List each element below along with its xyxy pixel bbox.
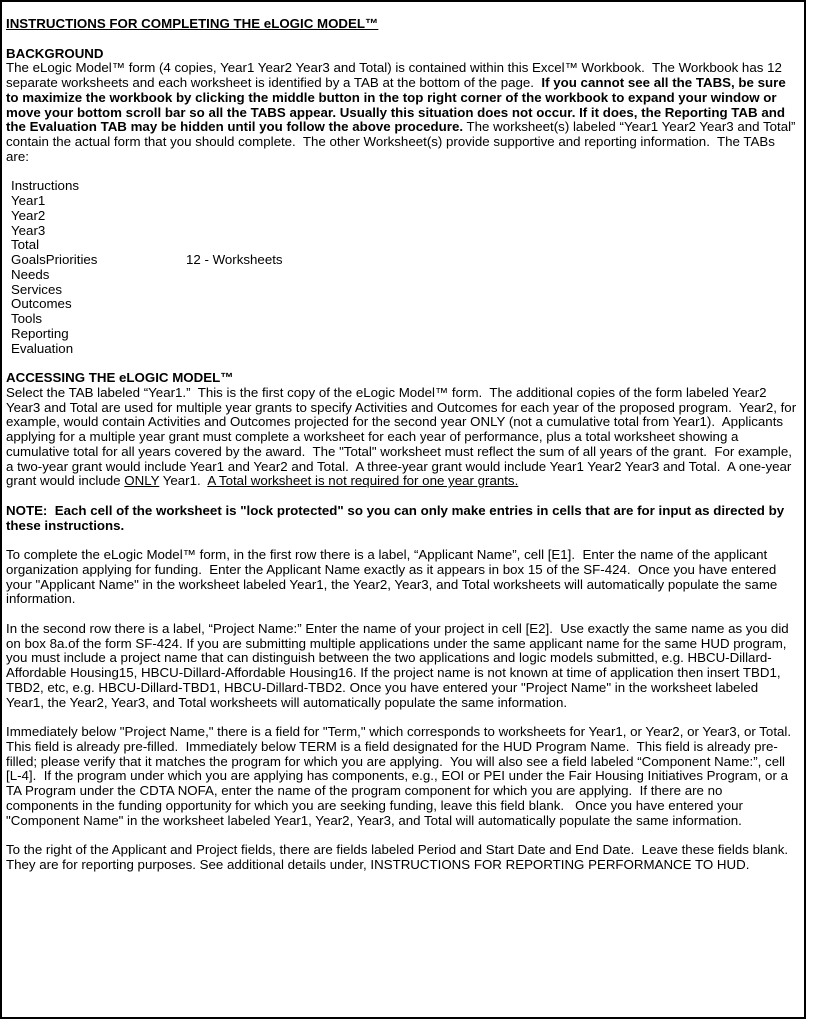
accessing-text-2: Year1. <box>159 473 208 489</box>
note-paragraph: NOTE: Each cell of the worksheet is "lock protected" so you can only make entries in cells that are for input as directed by these instructions. <box>6 502 788 533</box>
project-name-paragraph: In the second row there is a label, “Project Name:” Enter the name of your project in cell [E2]. Use exactly the same name as you did on box 8a.of the form SF-424. If you are submitting multiple applications under the same applicant name for the same HUD program, you must include a project name that can distinguish between the two applications and logic models submitted, e.g. HBCU-Dillard-Affordable Housing15, HBCU-Dillard-Affordable Housing16. If the project name is not known at time of application then insert TBD1, TBD2, etc, e.g. HBCU-Dillard-TBD1, HBCU-Dillard-TBD2. Once you have entered your "Project Name" in the worksheet labeled Year1, the Year2, Year3, and Total worksheets will automatically populate the same information. <box>6 620 793 710</box>
tab-list-item-evaluation: Evaluation <box>11 340 74 356</box>
worksheets-count-note: 12 - Worksheets <box>186 252 283 267</box>
accessing-total-rule-underlined: A Total worksheet is not required for one year grants. <box>207 473 519 489</box>
accessing-text-1: Select the TAB labeled “Year1.” This is the first copy of the eLogic Model™ form. The additional copies of the form labeled Year2 Year3 and Total are used for multiple year grants to specify Activities and Outcomes for each year of the proposed program. Year2, for example, would contain Activities and Outcomes projected for the second year ONLY (not a cumulative total from Year1). Applicants applying for a multiple year grant must complete a worksheet for each year of performance, plus a total worksheet showing a cumulative total for all years covered by the award. The "Total" worksheet must reflect the sum of all years of the grant. For example, a two-year grant would include Year1 and Year2 and Total. A three-year grant would include Year1 Year2 Year3 and Total. A one-year grant would include <box>6 384 800 489</box>
tab-list-item-tools: Tools <box>11 311 43 326</box>
accessing-only-underlined: ONLY <box>124 473 160 489</box>
spacer <box>6 356 798 371</box>
tab-list-item-instructions: Instructions <box>11 178 79 194</box>
background-text-bold: If you cannot see all the TABS, be sure to maximize the workbook by clicking the middle button in the top right corner of the workbook to expand your window or move your bottom scroll bar so all the TABS appear. Usually this situation does not occur. If it does, the Reporting TAB and the Evaluation TAB may be hidden until you follow the above procedure. <box>6 75 790 135</box>
tab-list-item-services: Services <box>11 281 62 297</box>
applicant-name-paragraph: To complete the eLogic Model™ form, in the first row there is a label, “Applicant Name”, cell [E1]. Enter the name of the applicant organization applying for funding. Enter the Applicant Name exactly as it appears in box 15 of the SF-424. Once you have entered your "Applicant Name" in the worksheet labeled Year1, the Year2, Year3, and Total worksheets will automatically populate the same information. <box>6 547 781 607</box>
spacer <box>6 607 798 622</box>
tab-list-item-goalspriorities <box>6 253 798 268</box>
spacer <box>6 489 798 504</box>
background-text-2: The worksheet(s) labeled “Year1 Year2 Year3 and Total” contain the actual form that you should complete. The other Worksheet(s) provide supportive and reporting information. The TABs are: <box>6 119 800 164</box>
tab-list-item-year3: Year3 <box>11 222 46 238</box>
tab-list-item-total: Total <box>11 237 40 253</box>
background-heading: BACKGROUND <box>6 45 104 61</box>
background-text-1: The eLogic Model™ form (4 copies, Year1 Year2 Year3 and Total) is contained within this Excel™ Workbook. The Workbook has 12 separate worksheets and each worksheet is identified by a TAB at the bottom of the page. <box>6 60 786 90</box>
term-component-paragraph: Immediately below "Project Name," there is a field for "Term," which corresponds to worksheets for Year1, or Year2, or Year3, or Total. This field is already pre-filled. Immediately below TERM is a field designated for the HUD Program Name. This field is already pre-filled; please verify that it matches the program for which you are applying. You will also see a field labeled “Component Name:”, cell [L-4]. If the program under which you are applying has components, e.g., EOI or PEI under the Fair Housing Initiatives Program, or a TA Program under the CDTA NOFA, enter the name of the program component for which you are applying. If there are no components in the funding opportunity for which you are seeking funding, leave this field blank. Once you have entered your "Component Name" in the worksheet labeled Year1, Year2, Year3, and Total will automatically populate the same information. <box>6 724 799 828</box>
page-title: INSTRUCTIONS FOR COMPLETING THE eLOGIC MODEL™ <box>6 16 379 31</box>
spacer <box>6 533 798 548</box>
accessing-heading: ACCESSING THE eLOGIC MODEL™ <box>6 370 234 385</box>
spacer <box>6 32 798 47</box>
background-paragraph <box>6 61 798 164</box>
tab-list-item-year2: Year2 <box>11 207 46 223</box>
period-dates-paragraph: To the right of the Applicant and Project fields, there are fields labeled Period and Start Date and End Date. Leave these fields blank. They are for reporting purposes. See additional details under, INSTRUCTIONS FOR REPORTING PERFORMANCE TO HUD. <box>6 842 796 872</box>
spacer <box>6 710 798 725</box>
spacer <box>6 165 798 180</box>
tab-list-item-label: GoalsPriorities <box>11 252 98 267</box>
tab-list-item-needs: Needs <box>11 266 50 282</box>
spacer <box>6 828 798 843</box>
tab-list-item-outcomes: Outcomes <box>11 296 72 312</box>
tab-list-item-year1: Year1 <box>11 193 46 208</box>
tab-list-item-reporting: Reporting <box>11 325 69 341</box>
accessing-paragraph <box>6 386 798 489</box>
tab-list <box>6 179 798 356</box>
